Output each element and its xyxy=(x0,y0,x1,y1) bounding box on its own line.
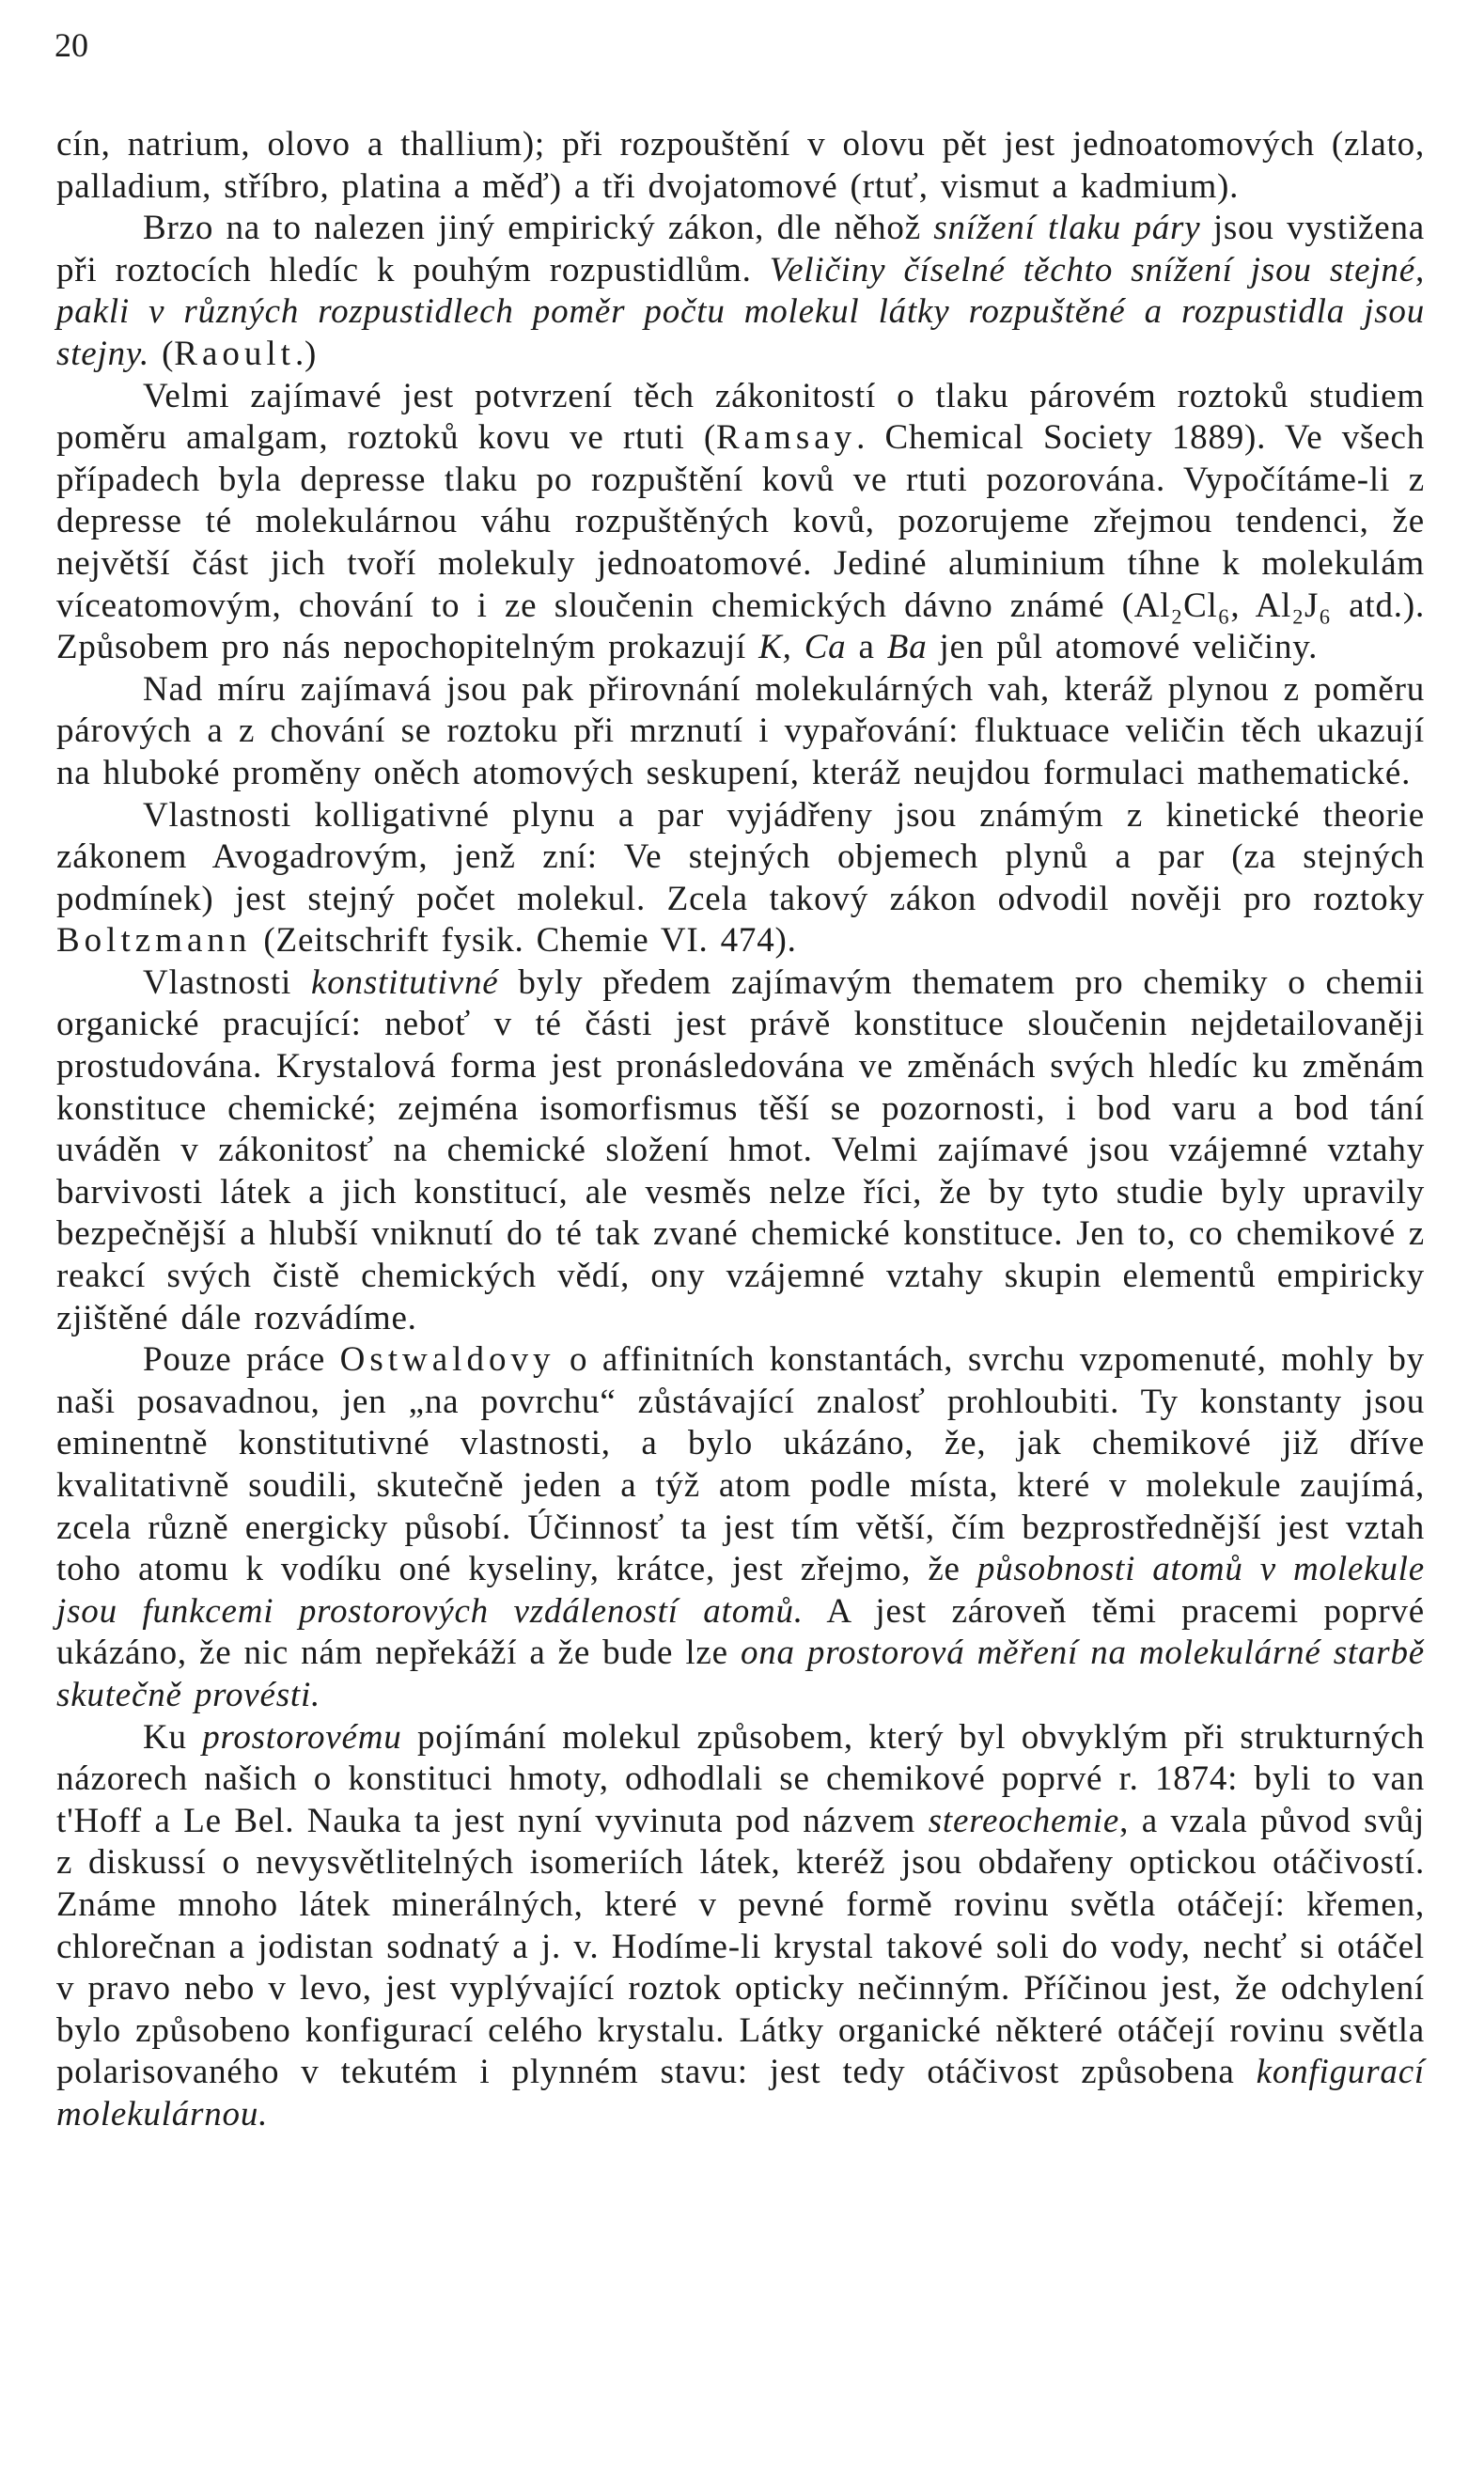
italic-text: konfigurací molekulárnou. xyxy=(56,2053,1425,2134)
text-run: , a vzala původ svůj z diskussí o nevysvětlitelných isomeriích látek, kteréž jsou obdařeny optickou otáčivostí. Známe mnoho látek minerálných, které v pevné formě rovinu světla otáčejí: křemen, chlorečnan a jodistan sodnatý a j. v. Hodíme-li krystal takové soli do vody, nechť si otáčel v pravo nebo v levo, jest vyplývající roztok opticky nečinným. Příčinou jest, že odchylení bylo způsobeno konfigurací celého krystalu. Látky organické některé otáčejí rovinu světla polarisovaného v tekutém i plynném stavu: jest tedy otáčivost způsobena xyxy=(56,1801,1425,2092)
paragraph-p3 xyxy=(56,376,1425,669)
paragraph-p4 xyxy=(56,669,1425,795)
paragraph-p7 xyxy=(56,1339,1425,1716)
italic-text: konstitutivné xyxy=(311,962,499,1002)
text-run: a xyxy=(846,628,887,667)
italic-text: ona prostorová měření na molekulárné starbě skutečně provésti. xyxy=(56,1634,1425,1714)
text-run: (Zeitschrift fysik. Chemie VI. 474). xyxy=(251,921,797,961)
italic-text: prostorovému xyxy=(202,1717,402,1757)
spaced-name: Boltzmann xyxy=(56,921,252,961)
text-run: o affinitních konstantách, svrchu vzpomenuté, mohly by naši posavadnou, jen „na povrchu“ zůstávající znalosť prohloubiti. Ty konstanty jsou eminentně konstitutivné vlastnosti, a bylo ukázáno, že, jak chemikové již dříve kvalitativně soudili, skutečně jeden a týž atom podle místa, které v molekule zaujímá, zcela různě energicky působí. Účinnosť ta jest tím větší, čím bezprostřednější jest vztah toho atomu k vodíku oné kyseliny, krátce, jest zřejmo, že xyxy=(56,1340,1425,1589)
paragraph-p1 xyxy=(56,124,1425,208)
paragraph-p6 xyxy=(56,962,1425,1339)
spaced-name: Raoult xyxy=(174,334,295,373)
paragraph-p8 xyxy=(56,1717,1425,2136)
text-run: Vlastnosti kolligativné plynu a par vyjádřeny jsou známým z kinetické theorie zákonem Avogadrovým, jenž zní: Ve stejných objemech plynů a par (za stejných podmínek) jest stejný počet molekul. Zcela takový zákon odvodil nověji pro roztoky xyxy=(56,795,1425,918)
paragraph-p2 xyxy=(56,208,1425,375)
text-run: jsou vystižena při roztocích hledíc k pouhým rozpustidlům. xyxy=(56,209,1425,289)
text-run: A jest zároveň těmi pracemi poprvé ukázáno, že nic nám nepřekáží a že bude lze xyxy=(56,1591,1425,1673)
spaced-name: Ramsay xyxy=(715,418,857,458)
text-run: pojímání molekul způsobem, který byl obvyklým při strukturných názorech našich o konstituci hmoty, odhodlali se chemikové poprvé r. 1874: byli to van t'Hoff a Le Bel. Nauka ta jest nyní vyvinuta pod názvem xyxy=(56,1717,1426,1840)
italic-text: stereochemie xyxy=(928,1801,1120,1840)
text-run: Velmi zajímavé jest potvrzení těch zákonitostí o tlaku párovém roztoků studiem poměru amalgam, roztoků kovu ve rtuti ( xyxy=(56,376,1425,458)
paragraph-p5 xyxy=(56,795,1425,962)
text-run: Nad míru zajímavá jsou pak přirovnání molekulárných vah, kteráž plynou z poměru párových a z chování se roztoku při mrznutí i vypařování: fluktuace veličin těch ukazují na hluboké proměny oněch atomových seskupení, kteráž neujdou formulaci mathematické. xyxy=(56,669,1425,792)
text-run: byly předem zajímavým thematem pro chemiky o chemii organické pracující: neboť v té části jest právě konstituce sloučenin nejdetailovaněji prostudována. Krystalová forma jest pronásledována ve změnách svých hledíc ku změnám konstituce chemické; zejména isomorfismus těší se pozornosti, i bod varu a bod tání uváděn v zákonitosť na chemické složení hmot. Velmi zajímavé jsou vzájemné vztahy barvivosti látek a jich konstitucí, ale vesměs nelze říci, že by tyto studie byly upravily bezpečnější a hlubší vniknutí do té tak zvané chemické konstituce. Jen to, co chemikové z reakcí svých čistě chemických vědí, ony vzájemné vztahy skupin elementů empiricky zjištěné dále rozvádíme. xyxy=(56,962,1425,1337)
body-text xyxy=(56,124,1425,2136)
text-run: Brzo na to nalezen jiný empirický zákon, dle něhož xyxy=(143,209,934,248)
text-run: Vlastnosti xyxy=(143,962,311,1002)
text-run: Pouze práce xyxy=(143,1340,340,1380)
text-run: cín, natrium, olovo a thallium); při rozpouštění v olovu pět jest jednoatomových (zlato, palladium, stříbro, platina a měď) a tři dvojatomové (rtuť, vismut a kadmium). xyxy=(56,125,1425,206)
text-run: Ku xyxy=(143,1717,203,1757)
page-number: 20 xyxy=(55,26,88,64)
italic-text: snížení tlaku páry xyxy=(933,209,1201,248)
italic-text: K, Ca xyxy=(758,628,847,667)
italic-text: Veličiny číselné těchto snížení jsou stejné, pakli v různých rozpustidlech poměr počtu molekul látky rozpuštěné a rozpustidla jsou stejny. xyxy=(56,250,1425,373)
italic-text: působnosti atomů v molekule jsou funkcemi prostorových vzdáleností atomů. xyxy=(56,1550,1425,1631)
text-run: jen půl atomové veličiny. xyxy=(927,628,1319,667)
text-run: ( xyxy=(149,334,175,373)
spaced-name: Ostwaldovy xyxy=(339,1340,555,1380)
italic-text: Ba xyxy=(886,628,928,667)
text-run: .) xyxy=(294,334,318,373)
text-run: . Chemical Society 1889). Ve všech případech byla depresse tlaku po rozpuštění kovů ve rtuti pozorována. Vypočítáme-li z depresse té molekulárnou váhu rozpuštěných kovů, pozorujeme zřejmou tendenci, že největší část jich tvoří molekuly jednoatomové. Jediné aluminium tíhne k molekulám víceatomovým, chování to i ze sloučenin chemických dávno známé (Al₂Cl₆, Al₂J₆ atd.). Způsobem pro nás nepochopitelným prokazují xyxy=(56,418,1426,667)
